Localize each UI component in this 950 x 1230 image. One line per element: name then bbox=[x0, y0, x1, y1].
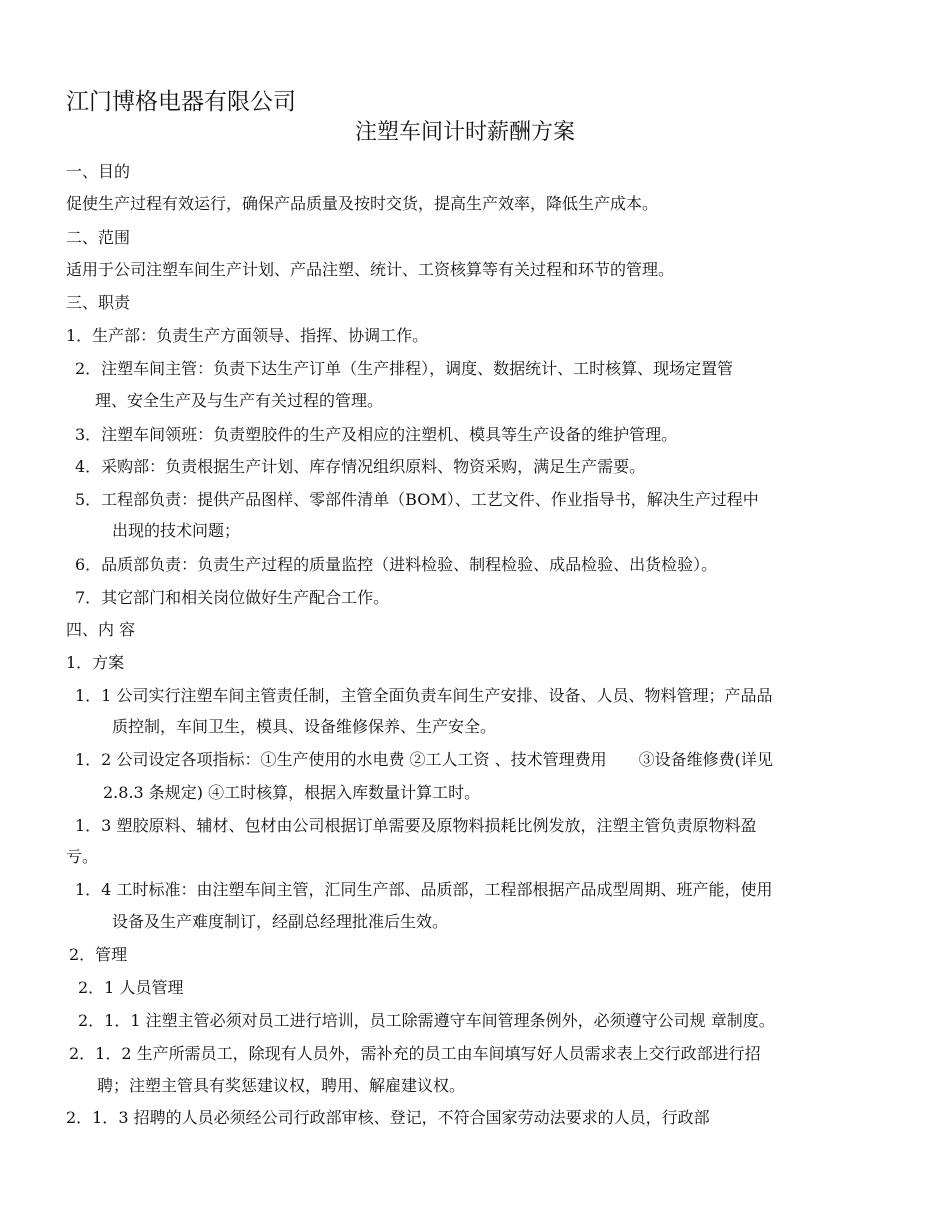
clause: 2．1．3 招聘的人员必须经公司行政部审核、登记，不符合国家劳动法要求的人员，行政部 bbox=[66, 1108, 710, 1127]
clause: 1．2 公司设定各项指标：①生产使用的水电费 ②工人工资 、技术管理费用 ③设备维修费(详见 bbox=[75, 750, 773, 769]
section-heading: 一、目的 bbox=[66, 162, 131, 181]
clause-continuation: 设备及生产难度制订，经副总经理批准后生效。 bbox=[112, 912, 449, 931]
clause-continuation: 质控制，车间卫生，模具、设备维修保养、生产安全。 bbox=[112, 717, 497, 736]
clause: 2．1．2 生产所需员工，除现有人员外，需补充的员工由车间填写好人员需求表上交行政部进行招 bbox=[69, 1044, 761, 1063]
clause-continuation: 聘；注塑主管具有奖惩建议权，聘用、解雇建议权。 bbox=[97, 1076, 466, 1095]
section-heading: 二、范围 bbox=[66, 228, 131, 247]
list-item: 4．采购部：负责根据生产计划、库存情况组织原料、物资采购，满足生产需要。 bbox=[75, 457, 646, 476]
sub-heading: 1．方案 bbox=[66, 653, 125, 672]
section-heading: 四、内 容 bbox=[66, 620, 136, 639]
clause: 1．3 塑胶原料、辅材、包材由公司根据订单需要及原物料损耗比例发放，注塑主管负责原物料盈 bbox=[75, 816, 757, 835]
list-item-continuation: 理、安全生产及与生产有关过程的管理。 bbox=[95, 391, 384, 410]
clause: 1．4 工时标准：由注塑车间主管，汇同生产部、品质部，工程部根据产品成型周期、班产能，使用 bbox=[75, 880, 773, 899]
list-item: 2．注塑车间主管：负责下达生产订单（生产排程），调度、数据统计、工时核算、现场定置管 bbox=[75, 359, 734, 378]
clause: 2．1．1 注塑主管必须对员工进行培训，员工除需遵守车间管理条例外，必须遵守公司规 章制度。 bbox=[78, 1011, 775, 1030]
list-item: 6．品质部负责：负责生产过程的质量监控（进料检验、制程检验、成品检验、出货检验）。 bbox=[75, 555, 718, 574]
section-heading: 三、职责 bbox=[66, 293, 131, 312]
document-title: 注塑车间计时薪酬方案 bbox=[354, 120, 575, 145]
paragraph: 促使生产过程有效运行，确保产品质量及按时交货，提高生产效率，降低生产成本。 bbox=[66, 194, 659, 213]
list-item: 1．生产部：负责生产方面领导、指挥、协调工作。 bbox=[66, 326, 429, 345]
sub-heading: 2．管理 bbox=[69, 945, 128, 964]
clause-continuation: 亏。 bbox=[66, 847, 99, 866]
clause: 1．1 公司实行注塑车间主管责任制，主管全面负责车间生产安排、设备、人员、物料管理；产品品 bbox=[75, 686, 773, 705]
list-item: 7．其它部门和相关岗位做好生产配合工作。 bbox=[75, 588, 390, 607]
list-item-continuation: 出现的技术问题； bbox=[112, 521, 241, 540]
paragraph: 适用于公司注塑车间生产计划、产品注塑、统计、工资核算等有关过程和环节的管理。 bbox=[66, 260, 675, 279]
clause: 2．1 人员管理 bbox=[78, 978, 184, 997]
list-item: 3．注塑车间领班：负责塑胶件的生产及相应的注塑机、模具等生产设备的维护管理。 bbox=[75, 425, 678, 444]
company-name: 江门博格电器有限公司 bbox=[66, 89, 296, 115]
list-item: 5．工程部负责：提供产品图样、零部件清单（BOM）、工艺文件、作业指导书，解决生产过程中 bbox=[75, 490, 759, 509]
clause-continuation: 2.8.3 条规定) ④工时核算，根据入库数量计算工时。 bbox=[103, 783, 481, 802]
